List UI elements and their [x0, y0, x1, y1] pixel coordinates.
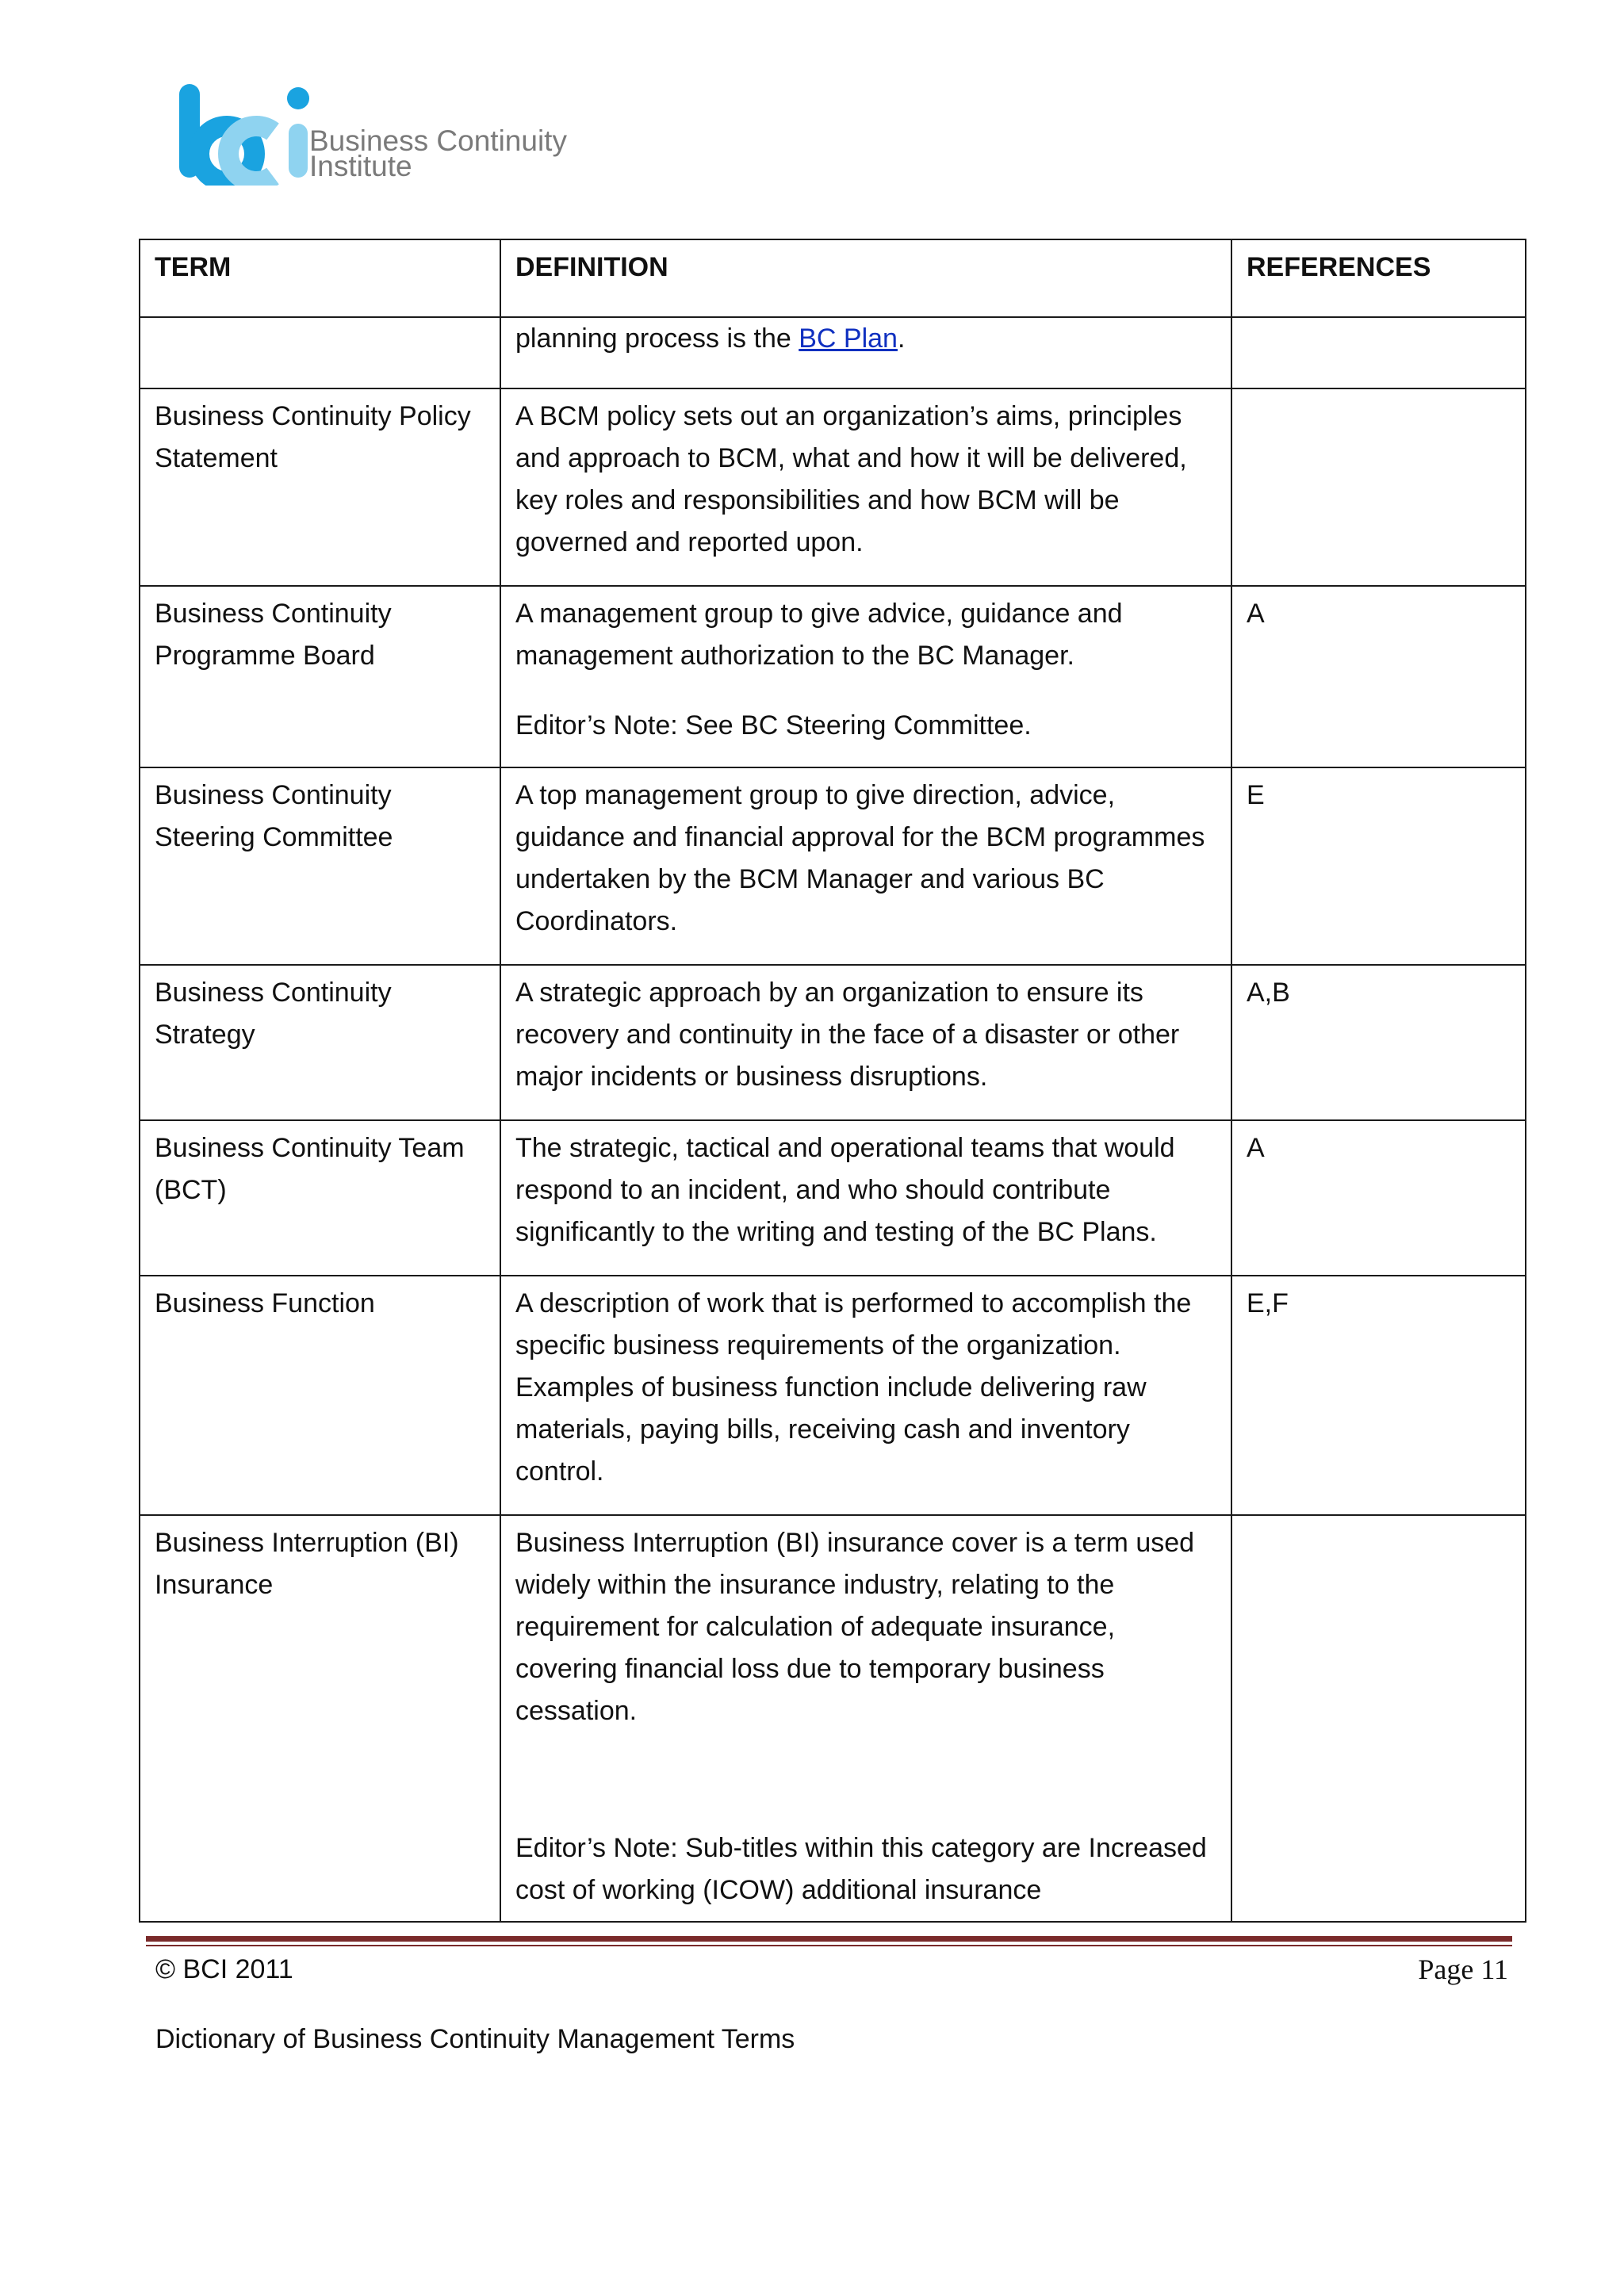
definition-text: A management group to give advice, guidance and management authorization to the BC Manager. — [515, 599, 1123, 671]
definition-suffix: . — [897, 323, 906, 354]
term-cell: Business Interruption (BI) Insurance — [140, 1515, 500, 1922]
definition-text: planning process is the — [515, 323, 799, 354]
bc-plan-link[interactable]: BC Plan — [799, 323, 898, 354]
logo-line-2: Institute — [309, 150, 412, 182]
glossary-table — [139, 239, 1526, 1923]
term-cell: Business Function — [140, 1276, 500, 1515]
references-cell — [1231, 1515, 1526, 1922]
table-row — [140, 1120, 1526, 1276]
references-cell — [1231, 388, 1526, 586]
term-cell: Business Continuity Team (BCT) — [140, 1120, 500, 1276]
definition-cell: The strategic, tactical and operational teams that would respond to an incident, and who should contribute significantly to the writing and testing of the BC Plans. — [500, 1120, 1231, 1276]
term-cell: Business Continuity Policy Statement — [140, 388, 500, 586]
bci-logo — [178, 82, 567, 186]
references-cell: A — [1231, 586, 1526, 767]
footer-document-title: Dictionary of Business Continuity Management Terms — [155, 2024, 795, 2054]
table-header-row — [140, 239, 1526, 317]
references-cell: E,F — [1231, 1276, 1526, 1515]
references-cell: A,B — [1231, 965, 1526, 1120]
definition-cell: A top management group to give direction, advice, guidance and financial approval for the BCM programmes undertaken by the BCM Manager and various BC Coordinators. — [500, 767, 1231, 965]
table-row — [140, 388, 1526, 586]
term-cell: Business Continuity Steering Committee — [140, 767, 500, 965]
references-cell: A — [1231, 1120, 1526, 1276]
definition-cell: A BCM policy sets out an organization’s aims, principles and approach to BCM, what and how it will be delivered, key roles and responsibilities and how BCM will be governed and reported upon. — [500, 388, 1231, 586]
editor-note: Editor’s Note: See BC Steering Committee. — [515, 710, 1032, 740]
table-row — [140, 317, 1526, 388]
term-cell: Business Continuity Programme Board — [140, 586, 500, 767]
logo-wordmark — [309, 124, 567, 182]
header-references: REFERENCES — [1231, 239, 1526, 317]
header-definition: DEFINITION — [500, 239, 1231, 317]
table-row — [140, 586, 1526, 767]
table-row — [140, 767, 1526, 965]
term-cell — [140, 317, 500, 388]
definition-cell: A strategic approach by an organization to ensure its recovery and continuity in the face of a disaster or other major incidents or business disruptions. — [500, 965, 1231, 1120]
table-row — [140, 965, 1526, 1120]
definition-cell — [500, 317, 1231, 388]
editor-note: Editor’s Note: Sub-titles within this category are Increased cost of working (ICOW) additional insurance — [515, 1833, 1207, 1905]
definition-text: Business Interruption (BI) insurance cover is a term used widely within the insurance industry, relating to the requirement for calculation of adequate insurance, covering financial loss due to temporary business cessation. — [515, 1528, 1195, 1726]
references-cell — [1231, 317, 1526, 388]
table-row — [140, 1276, 1526, 1515]
definition-cell: A description of work that is performed to accomplish the specific business requirements of the organization. Examples of business function include delivering raw materials, paying bills, receiving cash and inventory control. — [500, 1276, 1231, 1515]
footer-copyright: © BCI 2011 — [155, 1954, 293, 1984]
footer-rule — [146, 1936, 1512, 1942]
table-row — [140, 1515, 1526, 1922]
references-cell: E — [1231, 767, 1526, 965]
term-cell: Business Continuity Strategy — [140, 965, 500, 1120]
header-term: TERM — [140, 239, 500, 317]
definition-cell — [500, 586, 1231, 767]
logo-line-1: Business Continuity — [309, 124, 567, 157]
bci-logo-mark — [178, 82, 312, 186]
footer-page-number: Page 11 — [1418, 1954, 1508, 1985]
footer-rule-thin — [146, 1945, 1512, 1946]
definition-cell — [500, 1515, 1231, 1922]
